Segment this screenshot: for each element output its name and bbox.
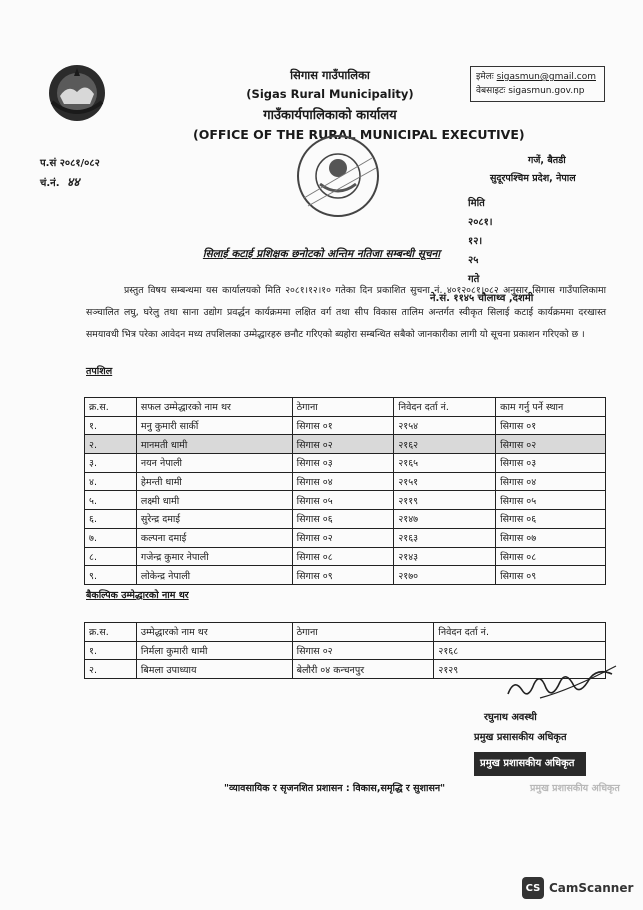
table-cell: २१४७ [394, 510, 496, 529]
chalani-handwritten: ४४ [66, 175, 80, 189]
date-nepal-sambat: ने.सं. ११४५ चौलाथ्व ,दशमी [430, 293, 534, 304]
office-address [490, 152, 630, 188]
table-cell: ४. [85, 472, 137, 491]
table-cell: ३. [85, 454, 137, 473]
table-cell: ९. [85, 566, 137, 585]
table-cell: बेलौरी ०४ कन्चनपुर [292, 660, 434, 679]
header-cell: ठेगाना [292, 398, 394, 417]
table-cell: २१७० [394, 566, 496, 585]
table-cell: सिगास ०८ [292, 547, 394, 566]
table-row [85, 435, 606, 454]
table-cell: सिगास ०६ [496, 510, 606, 529]
header-cell: निवेदन दर्ता नं. [434, 623, 606, 642]
table-cell: २१६५ [394, 454, 496, 473]
email-link[interactable]: sigasmun@gmail.com [496, 72, 596, 82]
header-cell: उम्मेद्धारको नाम थर [136, 623, 292, 642]
section-label-alternate: बैकल्पिक उम्मेद्धारको नाम थर [86, 590, 189, 601]
table-cell: सिगास ०९ [292, 566, 394, 585]
table-cell: सिगास ०२ [292, 435, 394, 454]
designation-rubber-stamp: प्रमुख प्रशासकीय अधिकृत [474, 752, 586, 776]
table-cell: २१४३ [394, 547, 496, 566]
handwritten-signature [500, 660, 620, 706]
signatory-name: रघुनाथ अवस्थी [484, 712, 537, 723]
footer-stamp-ghost: प्रमुख प्रशासकीय अधिकृत [530, 783, 620, 794]
table-cell: लोकेन्द्र नेपाली [136, 566, 292, 585]
table-cell: हेमन्ती धामी [136, 472, 292, 491]
table-row [85, 454, 606, 473]
table-cell: सिगास ०५ [496, 491, 606, 510]
table-cell: सिगास ०५ [292, 491, 394, 510]
office-stamp [290, 128, 386, 224]
table-row [85, 416, 606, 435]
table-cell: सिगास ०४ [292, 472, 394, 491]
table-cell: २१५४ [394, 416, 496, 435]
successful-candidates-table [84, 397, 606, 585]
table-cell: सिगास ०१ [496, 416, 606, 435]
patra-sankhya: प.सं २०८१/०८२ [40, 158, 100, 169]
footer-slogan: "व्यावसायिक र सृजनशित प्रशासन : विकास,समृद्धि र सुशासन" [224, 783, 446, 794]
address-line-2: सुदूरपश्चिम प्रदेश, नेपाल [490, 173, 576, 184]
header-cell: क्र.स. [85, 398, 137, 417]
table-cell: २१६८ [434, 641, 606, 660]
table-cell: २१६३ [394, 528, 496, 547]
table-cell: मानमती धामी [136, 435, 292, 454]
table-cell: २१६२ [394, 435, 496, 454]
table-cell: ६. [85, 510, 137, 529]
office-title-np: गाउँकार्यपालिकाको कार्यालय [263, 108, 397, 123]
chalani-label: चं.नं. [40, 178, 60, 189]
address-line-1: गजें, बैतडी [528, 155, 566, 166]
signatory-designation: प्रमुख प्रसासकीय अधिकृत [474, 732, 567, 743]
website-link[interactable]: sigasmun.gov.np [508, 86, 585, 96]
camscanner-label: CamScanner [549, 881, 634, 895]
table-cell: बिमला उपाध्याय [136, 660, 292, 679]
website-line [476, 84, 599, 98]
table-cell: सिगास ०२ [292, 641, 434, 660]
table-row [85, 528, 606, 547]
table-cell: सिगास ०४ [496, 472, 606, 491]
camscanner-logo-icon: CS [522, 877, 544, 899]
table-cell: सिगास ०८ [496, 547, 606, 566]
camscanner-watermark [522, 877, 633, 899]
header-cell: क्र.स. [85, 623, 137, 642]
email-line [476, 70, 599, 84]
table-cell: ७. [85, 528, 137, 547]
section-label-details: तपशिल [86, 366, 113, 377]
table-cell: २. [85, 660, 137, 679]
table-header-row [85, 623, 606, 642]
table-cell: २१२९ [434, 660, 606, 679]
table-cell: सिगास ०७ [496, 528, 606, 547]
office-title-en: (OFFICE OF THE RURAL MUNICIPAL EXECUTIVE) [193, 127, 525, 142]
notice-title-text: सिलाई कटाई प्रशिक्षक छनोटको अन्तिम नतिजा सम्बन्धी सूचना [202, 248, 441, 260]
table-row [85, 510, 606, 529]
table-cell: २१५१ [394, 472, 496, 491]
table-cell: सिगास ०३ [292, 454, 394, 473]
reference-numbers [40, 155, 100, 193]
website-label: वेबसाइटः [476, 86, 506, 96]
chalani-number [40, 173, 100, 193]
header-cell: ठेगाना [292, 623, 434, 642]
table-cell: सिगास ०३ [496, 454, 606, 473]
table-cell: सिगास ०६ [292, 510, 394, 529]
table-row [85, 547, 606, 566]
notice-body-text: प्रस्तुत विषय सम्बन्धमा यस कार्यालयको मिति २०८१।१२।१० गतेका दिन प्रकाशित सुचना नं. ४०१२०८१।०८२ अनुसार सिगास गाउँपालिकामा सञ्चालित लघु, घरेलु तथा साना उद्योग प्रवर्द्धन कार्यक्रममा लक्षित वर्ग तथा सीप विकास तालिम अन्तर्गत स्वीकृत सिलाई कटाई कार्यक्रममा दरखास्त समयावधी भित्र परेका आवेदन मध्य तपशिलका उम्मेद्धारहरु छनौट गरिएको ब्यहोरा सम्बन्धित सबैको जानकारीका लागी यो सूचना प्रकाशन गरिएको छ । [86, 285, 606, 340]
table-cell: १. [85, 641, 137, 660]
header-cell: निवेदन दर्ता नं. [394, 398, 496, 417]
table-cell: २११९ [394, 491, 496, 510]
table-cell: सिगास ०१ [292, 416, 394, 435]
notice-body [86, 280, 606, 346]
table-cell: कल्पना दमाई [136, 528, 292, 547]
table-row [85, 566, 606, 585]
table-cell: गजेन्द्र कुमार नेपाली [136, 547, 292, 566]
signatory-block [474, 708, 567, 748]
letterhead [170, 68, 490, 123]
table-cell: निर्मला कुमारी धामी [136, 641, 292, 660]
table-cell: सिगास ०९ [496, 566, 606, 585]
table-cell: मनु कुमारी सार्की [136, 416, 292, 435]
header-cell: सफल उम्मेद्धारको नाम थर [136, 398, 292, 417]
table-cell: सिगास ०२ [292, 528, 394, 547]
table-header-row [85, 398, 606, 417]
table-row [85, 472, 606, 491]
table-cell: नयन नेपाली [136, 454, 292, 473]
table-cell: ५. [85, 491, 137, 510]
table-row [85, 641, 606, 660]
table-cell: लक्ष्मी धामी [136, 491, 292, 510]
date-bs: मिति २०८१।१२।२५ गते [468, 198, 493, 285]
table-cell: २. [85, 435, 137, 454]
header-cell: काम गर्नु पर्ने स्थान [496, 398, 606, 417]
table-cell: १. [85, 416, 137, 435]
notice-title [0, 247, 643, 261]
nepal-emblem-icon [46, 62, 108, 124]
office-name-en: (Sigas Rural Municipality) [246, 87, 414, 101]
email-label: इमेलः [476, 72, 494, 82]
table-cell: ८. [85, 547, 137, 566]
office-name-np: सिगास गाउँपालिका [290, 68, 370, 82]
contact-box [470, 66, 605, 102]
table-cell: सिगास ०२ [496, 435, 606, 454]
table-cell: सुरेन्द्र दमाई [136, 510, 292, 529]
table-row [85, 491, 606, 510]
